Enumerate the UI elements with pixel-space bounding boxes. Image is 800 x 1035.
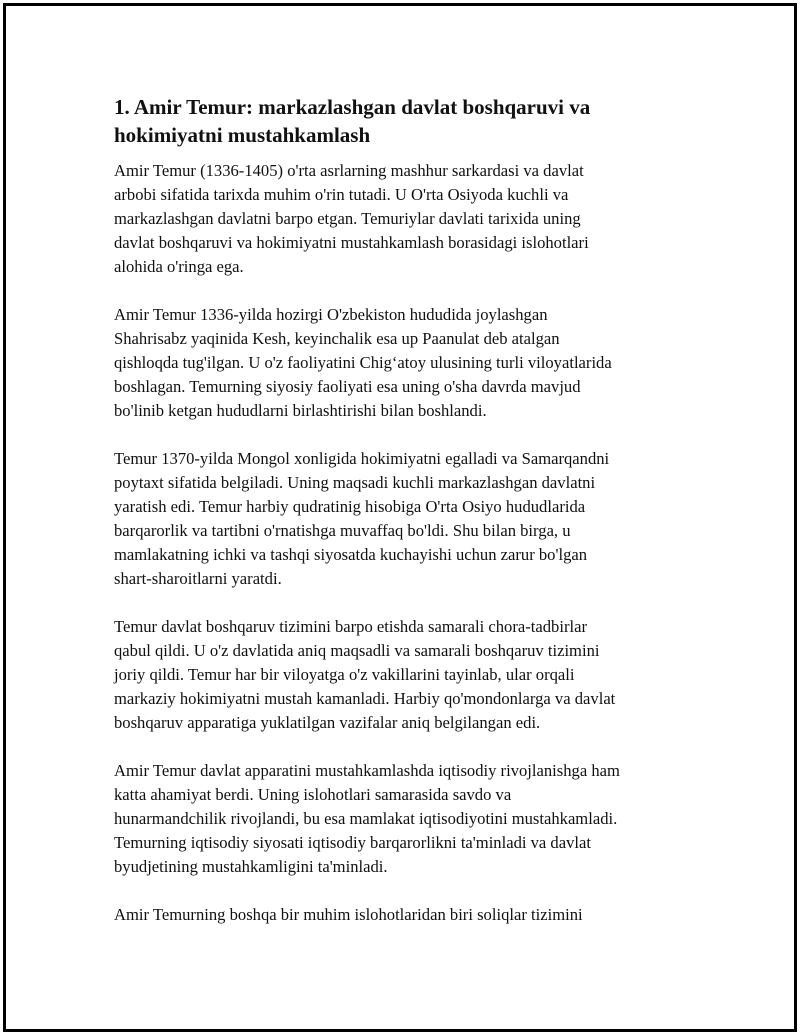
paragraph-birth <box>114 303 694 423</box>
text-line: bo'linib ketgan hududlarni birlashtirishi bilan boshlandi. <box>114 401 487 420</box>
section-heading <box>114 93 694 149</box>
text-line: davlat boshqaruvi va hokimiyatni mustahkamlash borasidagi islohotlari <box>114 233 589 252</box>
text-line: qishloqda tug'ilgan. U o'z faoliyatini Chig‘atoy ulusining turli viloyatlarida <box>114 353 612 372</box>
heading-line: hokimiyatni mustahkamlash <box>114 123 371 147</box>
text-line: alohida o'ringa ega. <box>114 257 244 276</box>
text-line: poytaxt sifatida belgiladi. Uning maqsadi kuchli markazlashgan davlatni <box>114 473 596 492</box>
text-line: Amir Temurning boshqa bir muhim islohotlaridan biri soliqlar tizimini <box>114 905 583 924</box>
document-body <box>114 93 694 951</box>
text-line: barqarorlik va tartibni o'rnatishga muvaffaq bo'ldi. Shu bilan birga, u <box>114 521 571 540</box>
paragraph-rule <box>114 447 694 591</box>
text-line: byudjetining mustahkamligini ta'minladi. <box>114 857 388 876</box>
text-line: markazlashgan davlatni barpo etgan. Temuriylar davlati tarixida uning <box>114 209 581 228</box>
text-line: Temur davlat boshqaruv tizimini barpo etishda samarali chora-tadbirlar <box>114 617 587 636</box>
paragraph-economy <box>114 759 694 879</box>
text-line: boshqaruv apparatiga yuklatilgan vazifalar aniq belgilangan edi. <box>114 713 541 732</box>
text-line: Temur 1370-yilda Mongol xonligida hokimiyatni egalladi va Samarqandni <box>114 449 610 468</box>
text-line: Amir Temur 1336-yilda hozirgi O'zbekiston hududida joylashgan <box>114 305 548 324</box>
heading-line: 1. Amir Temur: markazlashgan davlat boshqaruvi va <box>114 95 591 119</box>
text-line: Amir Temur (1336-1405) o'rta asrlarning mashhur sarkardasi va davlat <box>114 161 584 180</box>
text-line: yaratish edi. Temur harbiy qudratinig hisobiga O'rta Osiyo hududlarida <box>114 497 586 516</box>
paragraph-administration <box>114 615 694 735</box>
text-line: joriy qildi. Temur har bir viloyatga o'z vakillarini tayinlab, ular orqali <box>114 665 575 684</box>
text-line: katta ahamiyat berdi. Uning islohotlari samarasida savdo va <box>114 785 512 804</box>
text-line: Shahrisabz yaqinida Kesh, keyinchalik esa up Paanulat deb atalgan <box>114 329 560 348</box>
text-line: hunarmandchilik rivojlandi, bu esa mamlakat iqtisodiyotini mustahkamladi. <box>114 809 618 828</box>
text-line: shart-sharoitlarni yaratdi. <box>114 569 282 588</box>
text-line: boshlagan. Temurning siyosiy faoliyati esa uning o'sha davrda mavjud <box>114 377 581 396</box>
text-line: qabul qildi. U o'z davlatida aniq maqsadli va samarali boshqaruv tizimini <box>114 641 600 660</box>
text-line: Temurning iqtisodiy siyosati iqtisodiy barqarorlikni ta'minladi va davlat <box>114 833 591 852</box>
text-line: markaziy hokimiyatni mustah kamanladi. Harbiy qo'mondonlarga va davlat <box>114 689 616 708</box>
text-line: Amir Temur davlat apparatini mustahkamlashda iqtisodiy rivojlanishga ham <box>114 761 620 780</box>
paragraph-intro <box>114 159 694 279</box>
text-line: mamlakatning ichki va tashqi siyosatda kuchayishi uchun zarur bo'lgan <box>114 545 588 564</box>
text-line: arbobi sifatida tarixda muhim o'rin tutadi. U O'rta Osiyoda kuchli va <box>114 185 569 204</box>
paragraph-taxes <box>114 903 694 927</box>
